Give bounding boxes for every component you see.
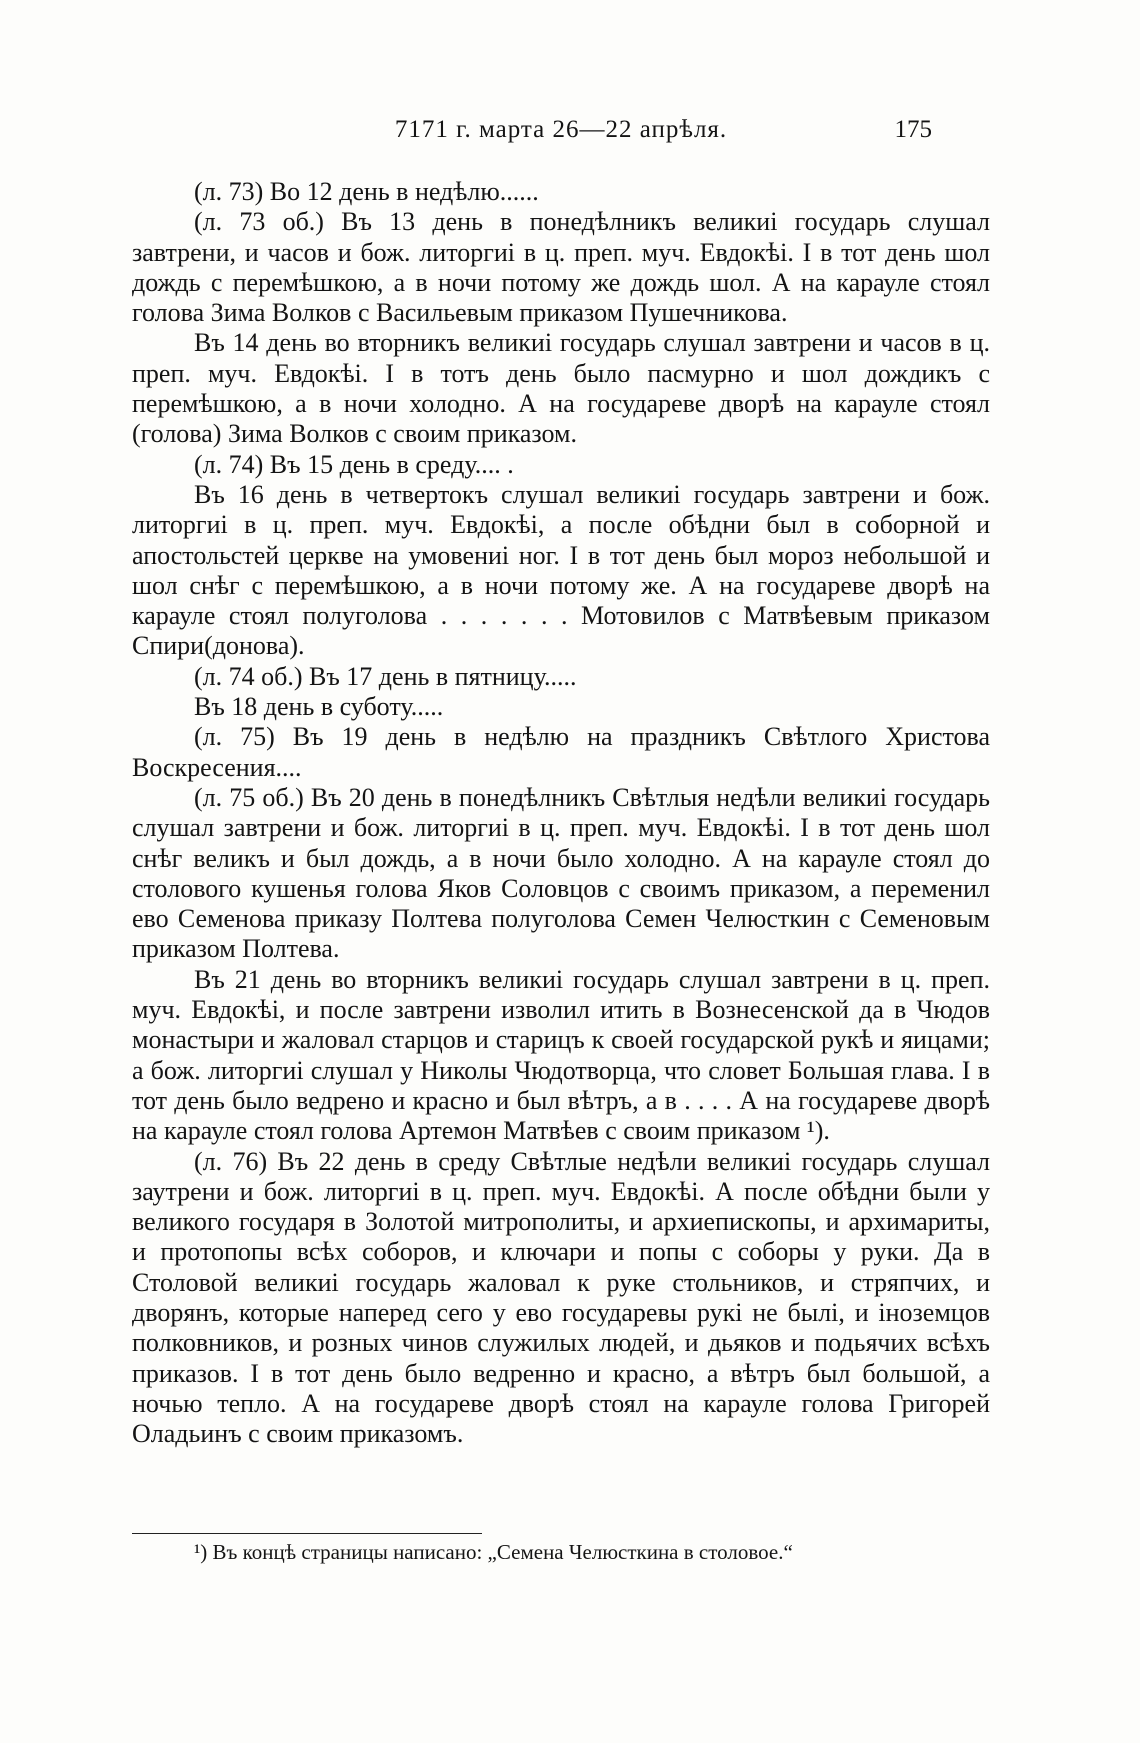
paragraph-8: (л. 75) Въ 19 день в недѣлю на праздникъ Свѣтлого Христова Воскресения.... bbox=[132, 722, 990, 782]
running-header bbox=[132, 112, 990, 152]
body-text bbox=[132, 177, 990, 1449]
paragraph-4: (л. 74) Въ 15 день в среду.... . bbox=[194, 449, 514, 479]
header-title: 7171 г. марта 26—22 апрѣля. bbox=[394, 116, 728, 143]
paragraph-11: (л. 76) Въ 22 день в среду Свѣтлые недѣли великиі государь слушал заутрени и бож. литоргиі в ц. преп. муч. Евдокѣі. А после обѣдни были у великого государя в Золотой митрополиты, и архиепископы, и архимариты, и протопопы всѣх соборов, и ключари и попы с соборы у руки. Да в Столовой великиі государь жаловал к руке стольников, и стряпчих, и дворянъ, которые наперед сего у ево государевы рукі не былі, и іноземцов полковников, и розных чинов служилых людей, и дьяков и подьячих всѣхъ приказов. І в тот день было ведренно и красно, а вѣтръ был большой, а ночью тепло. А на государеве дворѣ стоял на карауле голова Григорей Оладьинъ с своим приказомъ. bbox=[132, 1146, 990, 1449]
paragraph-5: Въ 16 день в четвертокъ слушал великиі государь завтрени и бож. литоргиі в ц. преп. муч. Евдокѣі, а после обѣдни был в соборной и апостольстей церкве на умовениі ног. І в тот день был мороз небольшой и шол снѣг с перемѣшкою, а в ночи потому же. А на государеве дворѣ на карауле стоял полуголова . . . . . . . Мотовилов с Матвѣевым приказом Спири(донова). bbox=[132, 479, 990, 661]
paragraph-6: (л. 74 об.) Въ 17 день в пятницу..... bbox=[194, 661, 577, 691]
page-number: 175 bbox=[894, 116, 932, 143]
paragraph-1: (л. 73) Во 12 день в недѣлю...... bbox=[194, 177, 539, 206]
footnote-rule bbox=[132, 1533, 482, 1534]
paragraph-2: (л. 73 об.) Въ 13 день в понедѣлникъ великиі государь слушал завтрени, и часов и бож. литоргиі в ц. преп. муч. Евдокѣі. І в тот день шол дождь с перемѣшкою, а в ночи потому же дождь шол. А на карауле стоял голова Зима Волков с Васильевым приказом Пушечникова. bbox=[132, 207, 990, 328]
footnote: ¹) Въ концѣ страницы написано: „Семена Челюсткина в столовое.“ bbox=[194, 1540, 793, 1564]
paragraph-10: Въ 21 день во вторникъ великиі государь слушал завтрени в ц. преп. муч. Евдокѣі, и после завтрени изволил итить в Вознесенской да в Чюдов монастыри и жаловал старцов и старицъ к своей государской рукѣ и яицами; а бож. литоргиі слушал у Николы Чюдотворца, что словет Большая глава. І в тот день было ведрено и красно и был вѣтръ, а в . . . . А на государеве дворѣ на карауле стоял голова Артемон Матвѣев с своим приказом ¹). bbox=[132, 964, 990, 1146]
paragraph-7: Въ 18 день в суботу..... bbox=[194, 692, 444, 722]
paragraph-3: Въ 14 день во вторникъ великиі государь слушал завтрени и часов в ц. преп. муч. Евдокѣі. І в тотъ день было пасмурно и шол дождикъ с перемѣшкою, а в ночи холодно. А на государеве дворѣ на карауле стоял (голова) Зима Волков с своим приказом. bbox=[132, 328, 990, 449]
paragraph-9: (л. 75 об.) Въ 20 день в понедѣлникъ Свѣтлыя недѣли великиі государь слушал завтрени и бож. литоргиі в ц. преп. муч. Евдокѣі. І в тот день шол снѣг великъ и был дождь, а в ночи было холодно. А на карауле стоял до столового кушенья голова Яков Соловцов с своимъ приказом, а переменил ево Семенова приказу Полтева полуголова Семен Челюсткин с Семеновым приказом Полтева. bbox=[132, 782, 990, 964]
